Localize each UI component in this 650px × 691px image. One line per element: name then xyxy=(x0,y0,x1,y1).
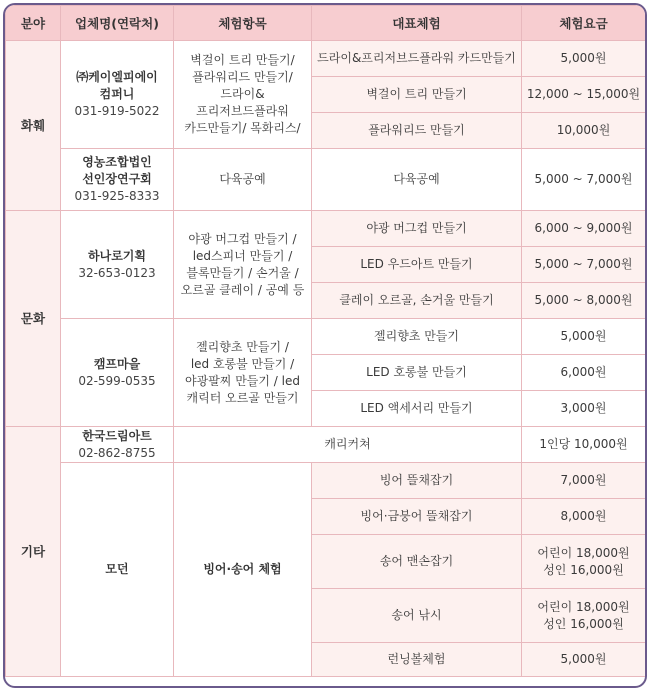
items-cell: 캐리커쳐 xyxy=(174,427,522,463)
company-phone: 02-599-0535 xyxy=(78,373,156,388)
header-fee: 체험요금 xyxy=(522,6,646,41)
table-row xyxy=(6,149,646,211)
fee-cell: 5,000 ~ 7,000원 xyxy=(522,149,646,211)
category-cell: 문화 xyxy=(6,211,61,427)
representative-cell: 빙어 뜰채잡기 xyxy=(312,463,522,499)
items-cell: 다육공예 xyxy=(174,149,312,211)
header-field: 분야 xyxy=(6,6,61,41)
representative-cell: 다육공예 xyxy=(312,149,522,211)
company-name: ㈜케이엘피에이 xyxy=(76,70,158,84)
items-cell xyxy=(174,319,312,427)
fee-cell: 12,000 ~ 15,000원 xyxy=(522,77,646,113)
header-items: 체험항목 xyxy=(174,6,312,41)
item-line: 야광 머그컵 만들기 / xyxy=(188,231,297,246)
representative-cell: 플라워리드 만들기 xyxy=(312,113,522,149)
representative-cell: 송어 낚시 xyxy=(312,589,522,643)
fee-cell: 5,000 ~ 7,000원 xyxy=(522,247,646,283)
fee-cell xyxy=(522,589,646,643)
table-row xyxy=(6,463,646,499)
company-cell xyxy=(61,319,174,427)
item-line: 카드만들기/ 목화리스/ xyxy=(184,121,301,135)
table-row xyxy=(6,211,646,247)
company-cell xyxy=(61,463,174,677)
fee-cell: 5,000원 xyxy=(522,41,646,77)
item-line: 야광팔찌 만들기 / led xyxy=(185,373,300,388)
representative-cell: LED 호롱불 만들기 xyxy=(312,355,522,391)
experience-fee-table xyxy=(5,5,646,677)
representative-cell: 클레이 오르골, 손거울 만들기 xyxy=(312,283,522,319)
representative-cell: 송어 맨손잡기 xyxy=(312,535,522,589)
company-cell xyxy=(61,427,174,463)
company-cell xyxy=(61,41,174,149)
item-line: led 호롱불 만들기 / xyxy=(190,356,295,371)
fee-cell: 1인당 10,000원 xyxy=(522,427,646,463)
header-row xyxy=(6,6,646,41)
representative-cell: LED 액세서리 만들기 xyxy=(312,391,522,427)
items-cell xyxy=(174,41,312,149)
category-cell: 화훼 xyxy=(6,41,61,211)
representative-cell: LED 우드아트 만들기 xyxy=(312,247,522,283)
company-name: 컴퍼니 xyxy=(99,87,135,101)
representative-cell: 빙어·금붕어 뜰채잡기 xyxy=(312,499,522,535)
header-company: 업체명(연락처) xyxy=(61,6,174,41)
item-line: 드라이& xyxy=(220,87,265,101)
fee-line: 성인 16,000원 xyxy=(543,616,624,631)
representative-cell: 런닝볼체험 xyxy=(312,643,522,677)
fee-cell: 6,000 ~ 9,000원 xyxy=(522,211,646,247)
table-row xyxy=(6,41,646,77)
item-line: 플라워리드 만들기/ xyxy=(192,70,293,84)
header-representative: 대표체험 xyxy=(312,6,522,41)
item-line: 벽걸이 트리 만들기/ xyxy=(190,53,295,67)
items-cell: 빙어·송어 체험 xyxy=(174,463,312,677)
category-cell: 기타 xyxy=(6,427,61,677)
fee-line: 성인 16,000원 xyxy=(543,562,624,577)
company-name: 모던 xyxy=(105,562,129,576)
representative-cell: 야광 머그컵 만들기 xyxy=(312,211,522,247)
representative-cell: 젤리향초 만들기 xyxy=(312,319,522,355)
fee-cell: 6,000원 xyxy=(522,355,646,391)
fee-cell: 3,000원 xyxy=(522,391,646,427)
company-phone: 031-919-5022 xyxy=(74,104,160,118)
company-name: 한국드림아트 xyxy=(82,428,152,443)
table-row xyxy=(6,427,646,463)
item-line: led스피너 만들기 / xyxy=(192,248,293,263)
fee-cell: 5,000원 xyxy=(522,319,646,355)
table-row xyxy=(6,319,646,355)
company-name: 선인장연구회 xyxy=(82,172,152,186)
representative-cell: 드라이&프리저브드플라워 카드만들기 xyxy=(312,41,522,77)
fee-cell: 8,000원 xyxy=(522,499,646,535)
fee-cell: 5,000원 xyxy=(522,643,646,677)
items-cell xyxy=(174,211,312,319)
item-line: 블록만들기 / 손거울 / xyxy=(186,265,299,280)
company-name: 영농조합법인 xyxy=(82,155,152,169)
company-name: 캠프마을 xyxy=(93,356,141,371)
fee-line: 어린이 18,000원 xyxy=(537,545,630,560)
company-phone: 031-925-8333 xyxy=(74,189,160,203)
company-phone: 02-862-8755 xyxy=(78,445,156,460)
fee-cell: 5,000 ~ 8,000원 xyxy=(522,283,646,319)
item-line: 프리저브드플라워 xyxy=(196,104,289,118)
item-line: 젤리향초 만들기 / xyxy=(196,339,289,354)
fee-line: 어린이 18,000원 xyxy=(537,599,630,614)
company-name: 하나로기획 xyxy=(88,248,146,263)
fee-table-frame xyxy=(3,3,647,688)
company-cell xyxy=(61,211,174,319)
company-cell xyxy=(61,149,174,211)
fee-cell xyxy=(522,535,646,589)
fee-cell: 7,000원 xyxy=(522,463,646,499)
representative-cell: 벽걸이 트리 만들기 xyxy=(312,77,522,113)
company-phone: 32-653-0123 xyxy=(78,265,156,280)
item-line: 캐릭터 오르골 만들기 xyxy=(186,390,299,405)
item-line: 오르골 클레이 / 공예 등 xyxy=(180,282,305,297)
fee-cell: 10,000원 xyxy=(522,113,646,149)
